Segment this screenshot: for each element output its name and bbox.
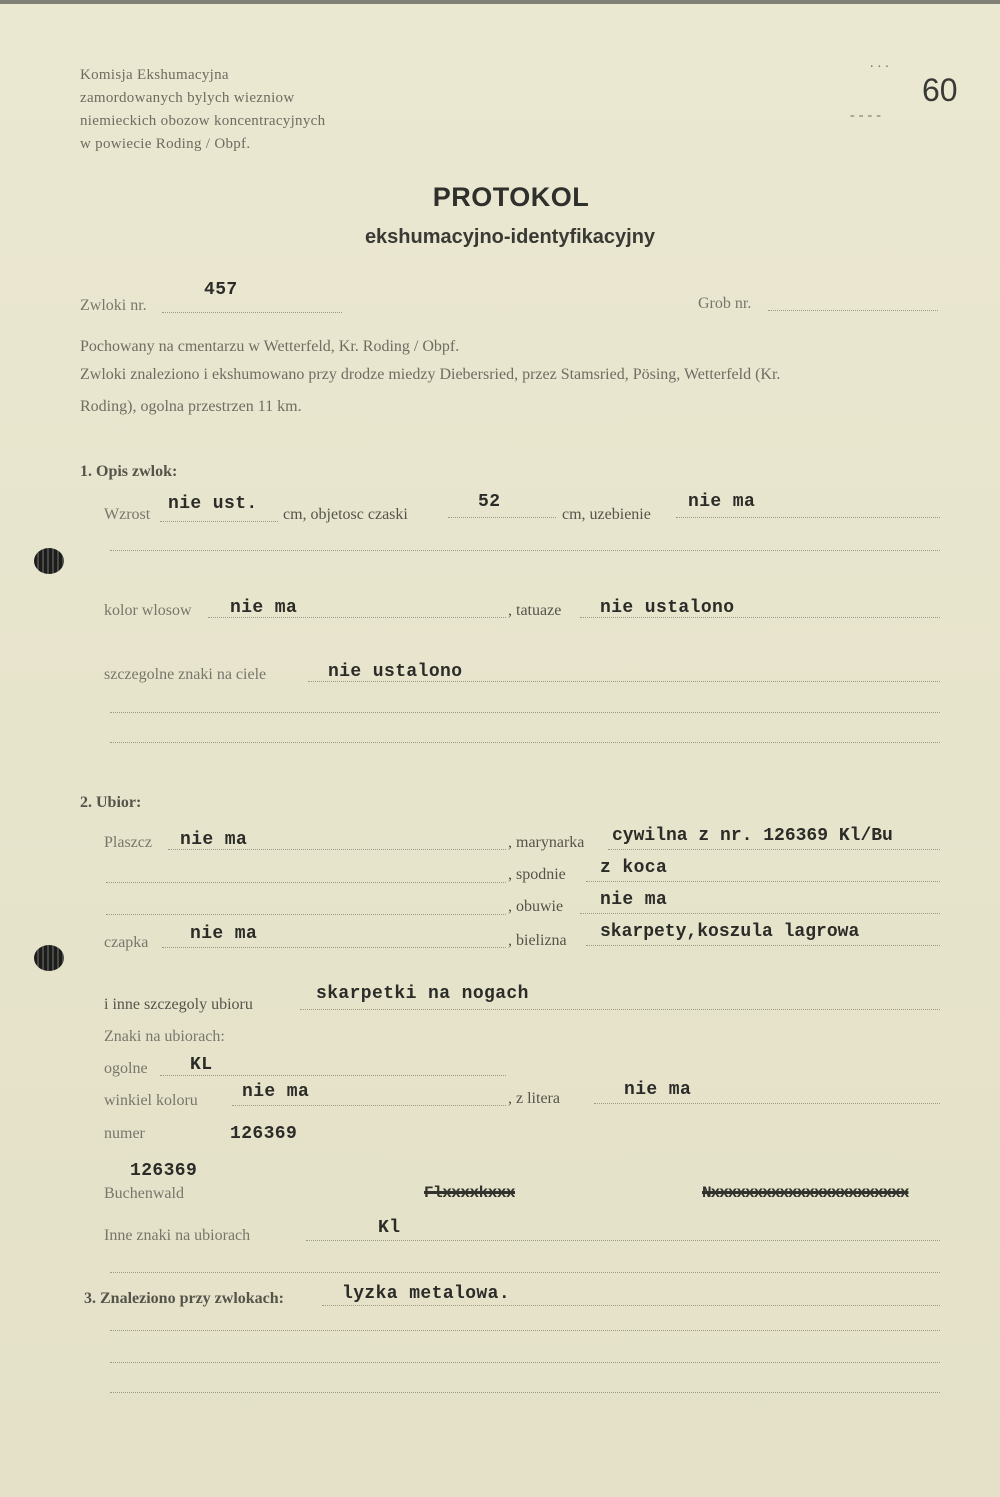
- coat-value: nie ma: [180, 830, 248, 850]
- tattoo-label: , tatuaze: [508, 602, 562, 619]
- struck-text-1: Flxxxxkxxx: [424, 1184, 516, 1202]
- hair-color-value: nie ma: [230, 598, 298, 618]
- section-1-heading: 1. Opis zwlok:: [80, 463, 178, 480]
- general-marks-value: KL: [190, 1055, 213, 1075]
- other-clothing-label: i inne szczegoly ubioru: [104, 996, 253, 1013]
- found-text-line-1: Zwloki znaleziono i ekshumowano przy drodze miedzy Diebersried, przez Stamsried, Pösing, Wetterfeld (Kr.: [80, 366, 781, 383]
- skull-value: 52: [478, 492, 501, 512]
- page-marks-top: . . .: [870, 56, 889, 71]
- triangle-color-label: winkiel koloru: [104, 1092, 198, 1109]
- general-marks-label: ogolne: [104, 1060, 148, 1077]
- section-2-heading: 2. Ubior:: [80, 794, 142, 811]
- blank-line: [110, 1392, 940, 1393]
- letter-line: [594, 1103, 940, 1104]
- hair-color-label: kolor wlosow: [104, 602, 192, 619]
- body-marks-value: nie ustalono: [328, 662, 463, 682]
- cap-value: nie ma: [190, 924, 258, 944]
- jacket-line: [608, 849, 940, 850]
- other-clothing-marks-value: Kl: [378, 1218, 401, 1238]
- trousers-value: z koca: [600, 858, 668, 878]
- trousers-line: [586, 881, 940, 882]
- height-label: Wzrost: [104, 506, 151, 523]
- jacket-label: , marynarka: [508, 834, 585, 851]
- cap-line: [162, 947, 506, 948]
- height-value: nie ust.: [168, 494, 258, 514]
- blank-line: [110, 742, 940, 743]
- page-marks-bottom: - - - -: [850, 108, 882, 123]
- triangle-color-value: nie ma: [242, 1082, 310, 1102]
- body-marks-label: szczegolne znaki na ciele: [104, 666, 267, 683]
- section-3-line: [322, 1305, 940, 1306]
- section-3-heading: 3. Znaleziono przy zwlokach:: [84, 1290, 284, 1307]
- other-clothing-marks-label: Inne znaki na ubiorach: [104, 1227, 251, 1244]
- struck-text-2: Nxxxxxxxxxxxxxxxxxxxxxxx: [702, 1184, 909, 1202]
- blank-line: [110, 550, 940, 551]
- cap-label: czapka: [104, 934, 149, 951]
- blank-line: [110, 1272, 940, 1273]
- buchenwald-label: Buchenwald: [104, 1185, 184, 1202]
- grave-number-line: [768, 310, 938, 311]
- teeth-line: [676, 517, 940, 518]
- height-line: [160, 521, 278, 522]
- blank-line: [106, 914, 506, 915]
- blank-line: [106, 882, 506, 883]
- teeth-value: nie ma: [688, 492, 756, 512]
- tattoo-value: nie ustalono: [600, 598, 735, 618]
- page-subtitle: ekshumacyjno-identyfikacyjny: [364, 226, 656, 248]
- skull-unit-label: cm, uzebienie: [562, 506, 651, 523]
- burial-text: Pochowany na cmentarzu w Wetterfeld, Kr. Roding / Obpf.: [80, 338, 460, 355]
- general-marks-line: [160, 1075, 506, 1076]
- grave-number-label: Grob nr.: [698, 295, 752, 312]
- blank-line: [110, 1362, 940, 1363]
- other-clothing-value: skarpetki na nogach: [316, 984, 529, 1004]
- shoes-label: , obuwie: [508, 898, 564, 915]
- clothing-marks-heading: Znaki na ubiorach:: [104, 1028, 225, 1045]
- shoes-value: nie ma: [600, 890, 668, 910]
- number-label: numer: [104, 1125, 145, 1142]
- jacket-value: cywilna z nr. 126369 Kl/Bu: [612, 826, 893, 846]
- punch-hole-top: [34, 548, 64, 574]
- other-clothing-line: [300, 1009, 940, 1010]
- skull-line: [448, 517, 556, 518]
- commission-line-2: zamordowanych bylych wiezniow: [80, 90, 295, 106]
- scan-edge: [0, 0, 1000, 4]
- found-text-line-2: Roding), ogolna przestrzen 11 km.: [80, 398, 302, 415]
- coat-label: Plaszcz: [104, 834, 152, 851]
- underwear-value: skarpety,koszula lagrowa: [600, 922, 860, 942]
- commission-line-3: niemieckich obozow koncentracyjnych: [80, 113, 326, 129]
- number-value: 126369: [230, 1124, 298, 1144]
- commission-line-1: Komisja Ekshumacyjna: [80, 67, 229, 83]
- corpse-number-line: [162, 312, 342, 313]
- corpse-number-label: Zwloki nr.: [80, 297, 147, 314]
- page-number: 60: [922, 72, 958, 108]
- buchenwald-number: 126369: [130, 1161, 198, 1181]
- letter-label: , z litera: [508, 1090, 560, 1107]
- other-clothing-marks-line: [306, 1240, 940, 1241]
- corpse-number-value: 457: [204, 280, 238, 300]
- triangle-color-line: [232, 1105, 506, 1106]
- letter-value: nie ma: [624, 1080, 692, 1100]
- underwear-line: [586, 945, 940, 946]
- blank-line: [110, 712, 940, 713]
- section-3-value: lyzka metalowa.: [342, 1284, 511, 1304]
- trousers-label: , spodnie: [508, 866, 566, 883]
- underwear-label: , bielizna: [508, 932, 567, 949]
- page-title: PROTOKOL: [432, 182, 590, 212]
- blank-line: [110, 1330, 940, 1331]
- shoes-line: [580, 913, 940, 914]
- commission-line-4: w powiecie Roding / Obpf.: [80, 136, 251, 152]
- punch-hole-bottom: [34, 945, 64, 971]
- height-unit-label: cm, objetosc czaski: [283, 506, 408, 523]
